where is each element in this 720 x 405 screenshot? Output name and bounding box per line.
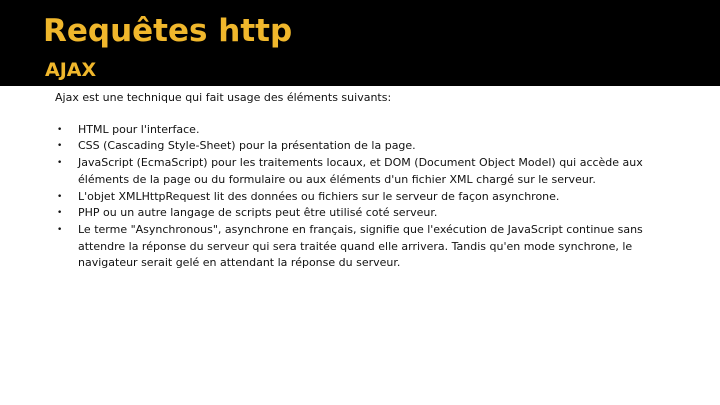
bullet-icon: •	[57, 208, 63, 219]
bullet-text: L'objet XMLHttpRequest lit des données ou fichiers sur le serveur de façon asynchrone.	[78, 189, 560, 203]
bullet-item-xmlhttprequest	[55, 189, 645, 206]
bullet-item-html	[55, 122, 645, 139]
bullet-text: PHP ou un autre langage de scripts peut être utilisé coté serveur.	[78, 206, 438, 220]
bullet-item-javascript	[55, 155, 645, 188]
slide-body	[55, 90, 645, 272]
bullet-item-asynchronous	[55, 222, 645, 272]
bullet-text: CSS (Cascading Style-Sheet) pour la présentation de la page.	[78, 139, 416, 153]
bullet-icon: •	[57, 141, 63, 152]
slide-title: Requêtes http	[43, 13, 293, 49]
slide-subtitle: AJAX	[45, 59, 97, 81]
bullet-item-css	[55, 138, 645, 155]
bullet-icon: •	[57, 191, 63, 202]
bullet-list	[55, 122, 645, 272]
bullet-icon: •	[57, 124, 63, 135]
intro-text: Ajax est une technique qui fait usage des éléments suivants:	[55, 91, 392, 104]
header-bar	[0, 0, 720, 86]
bullet-item-php	[55, 205, 645, 222]
bullet-text: Le terme "Asynchronous", asynchrone en français, signifie que l'exécution de JavaScript continue sans attendre la réponse du serveur qui sera traitée quand elle arrivera. Tandis qu'en mode synchrone, le navigateur serait gelé en attendant la réponse du serveur.	[78, 222, 643, 270]
bullet-text: JavaScript (EcmaScript) pour les traitements locaux, et DOM (Document Object Model) qui accède aux éléments de la page ou du formulaire ou aux éléments d'un fichier XML chargé sur le serveur.	[78, 156, 643, 186]
bullet-icon: •	[57, 158, 63, 169]
bullet-icon: •	[57, 224, 63, 235]
bullet-text: HTML pour l'interface.	[78, 122, 200, 136]
